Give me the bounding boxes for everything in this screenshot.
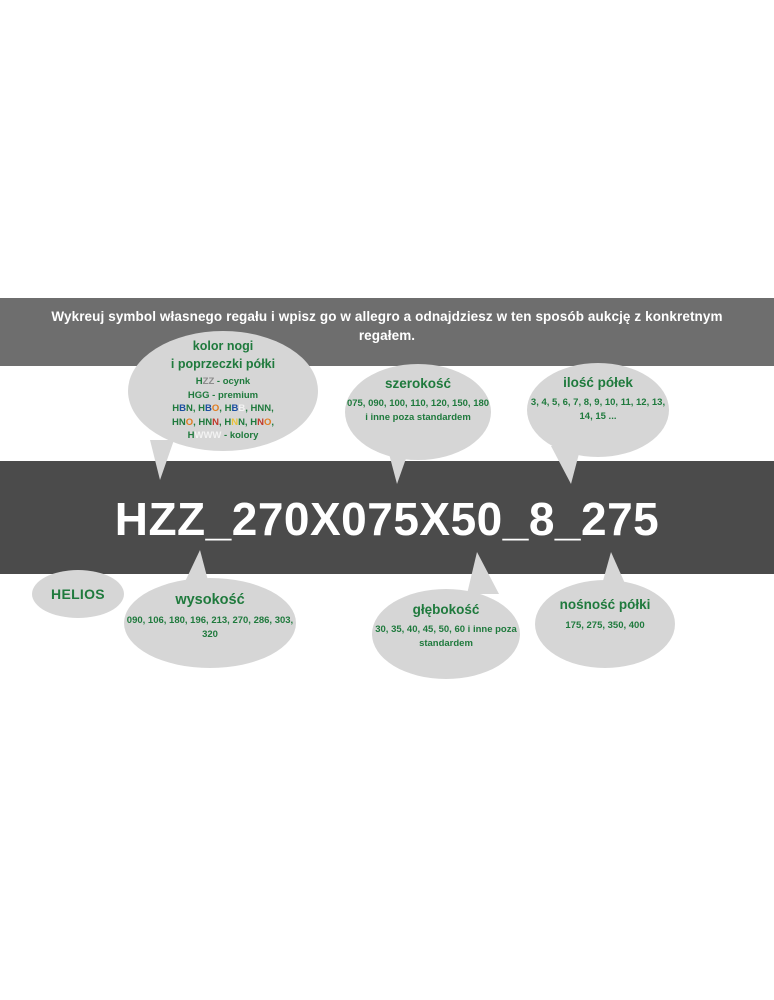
- kolor-line-3: HBN, HBO, HBB, HNN,: [172, 403, 274, 414]
- callout-wysokosc-body: 090, 106, 180, 196, 213, 270, 286, 303, 320: [126, 615, 294, 640]
- callout-nosnosc-polki-body: 175, 275, 350, 400: [565, 620, 645, 631]
- callout-glebokosc: [372, 589, 520, 679]
- callout-ilosc-polek-body: 3, 4, 5, 6, 7, 8, 9, 10, 11, 12, 13, 14, 15 ...: [530, 397, 666, 422]
- callout-brand-helios: [32, 570, 124, 618]
- kolor-line-2: HGG - premium: [187, 389, 259, 401]
- kolor-nogi-pointer: [150, 440, 174, 480]
- callout-kolor-nogi-title-2: i poprzeczki półki: [170, 357, 276, 371]
- product-code: HZZ_270X075X50_8_275: [114, 493, 660, 545]
- kolor-line-4: HNO, HNN, HNN, HNO,: [172, 416, 274, 428]
- callout-kolor-nogi-title-1: kolor nogi: [192, 339, 254, 353]
- callout-wysokosc-title: wysokość: [175, 592, 245, 608]
- callout-glebokosc-title: głębokość: [412, 602, 480, 617]
- callout-glebokosc-body: 30, 35, 40, 45, 50, 60 i inne poza standardem: [375, 624, 517, 649]
- instruction-text: Wykreuj symbol własnego regału i wpisz go w allegro a odnajdziesz w ten sposób aukcję z konkretnym regałem.: [51, 309, 723, 343]
- glebokosc-pointer: [467, 552, 499, 594]
- brand-label: HELIOS: [51, 586, 105, 602]
- callout-nosnosc-polki-title: nośność półki: [559, 597, 651, 612]
- kolor-line-1: HZZ - ocynk: [195, 376, 251, 387]
- callout-szerokosc: [345, 364, 491, 460]
- callout-ilosc-polek: [527, 363, 669, 457]
- callout-szerokosc-title: szerokość: [384, 376, 452, 391]
- callout-kolor-nogi-body: [128, 375, 318, 443]
- callout-ilosc-polek-title: ilość półek: [563, 375, 633, 390]
- callout-nosnosc-polki: [535, 580, 675, 668]
- callout-szerokosc-body: 075, 090, 100, 110, 120, 150, 180 i inne poza standardem: [346, 398, 490, 423]
- callout-kolor-nogi: [128, 331, 318, 451]
- kolor-line-5: HWWW - kolory: [187, 430, 259, 441]
- callout-wysokosc: [124, 578, 296, 668]
